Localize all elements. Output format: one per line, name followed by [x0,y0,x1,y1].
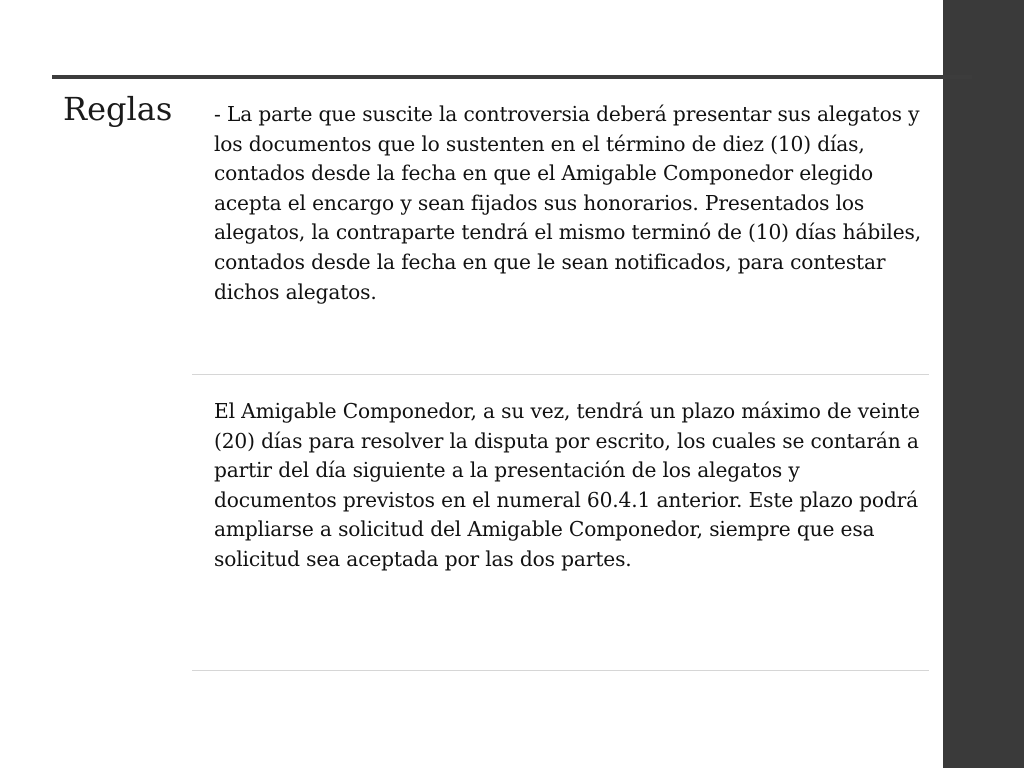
row-divider-2 [192,670,929,671]
rule-paragraph-2: El Amigable Componedor, a su vez, tendrá un plazo máximo de veinte (20) días para resolver la disputa por escrito, los cuales se contarán a partir del día siguiente a la presentación de los alegatos y documentos previstos en el numeral 60.4.1 anterior. Este plazo podrá ampliarse a solicitud del Amigable Componedor, siempre que esa solicitud sea aceptada por las dos partes. [214,399,920,571]
title-rule [52,75,972,79]
right-sidebar-bar [943,0,1024,768]
row-divider-1 [192,374,929,375]
rule-paragraph-1: - La parte que suscite la controversia deberá presentar sus alegatos y los documentos que lo sustenten en el término de diez (10) días, contados desde la fecha en que el Amigable Componedor elegido acepta el encargo y sean fijados sus honorarios. Presentados los alegatos, la contraparte tendrá el mismo terminó de (10) días hábiles, contados desde la fecha en que le sean notificados, para contestar dichos alegatos. [214,102,922,304]
slide-title: Reglas [63,90,173,128]
